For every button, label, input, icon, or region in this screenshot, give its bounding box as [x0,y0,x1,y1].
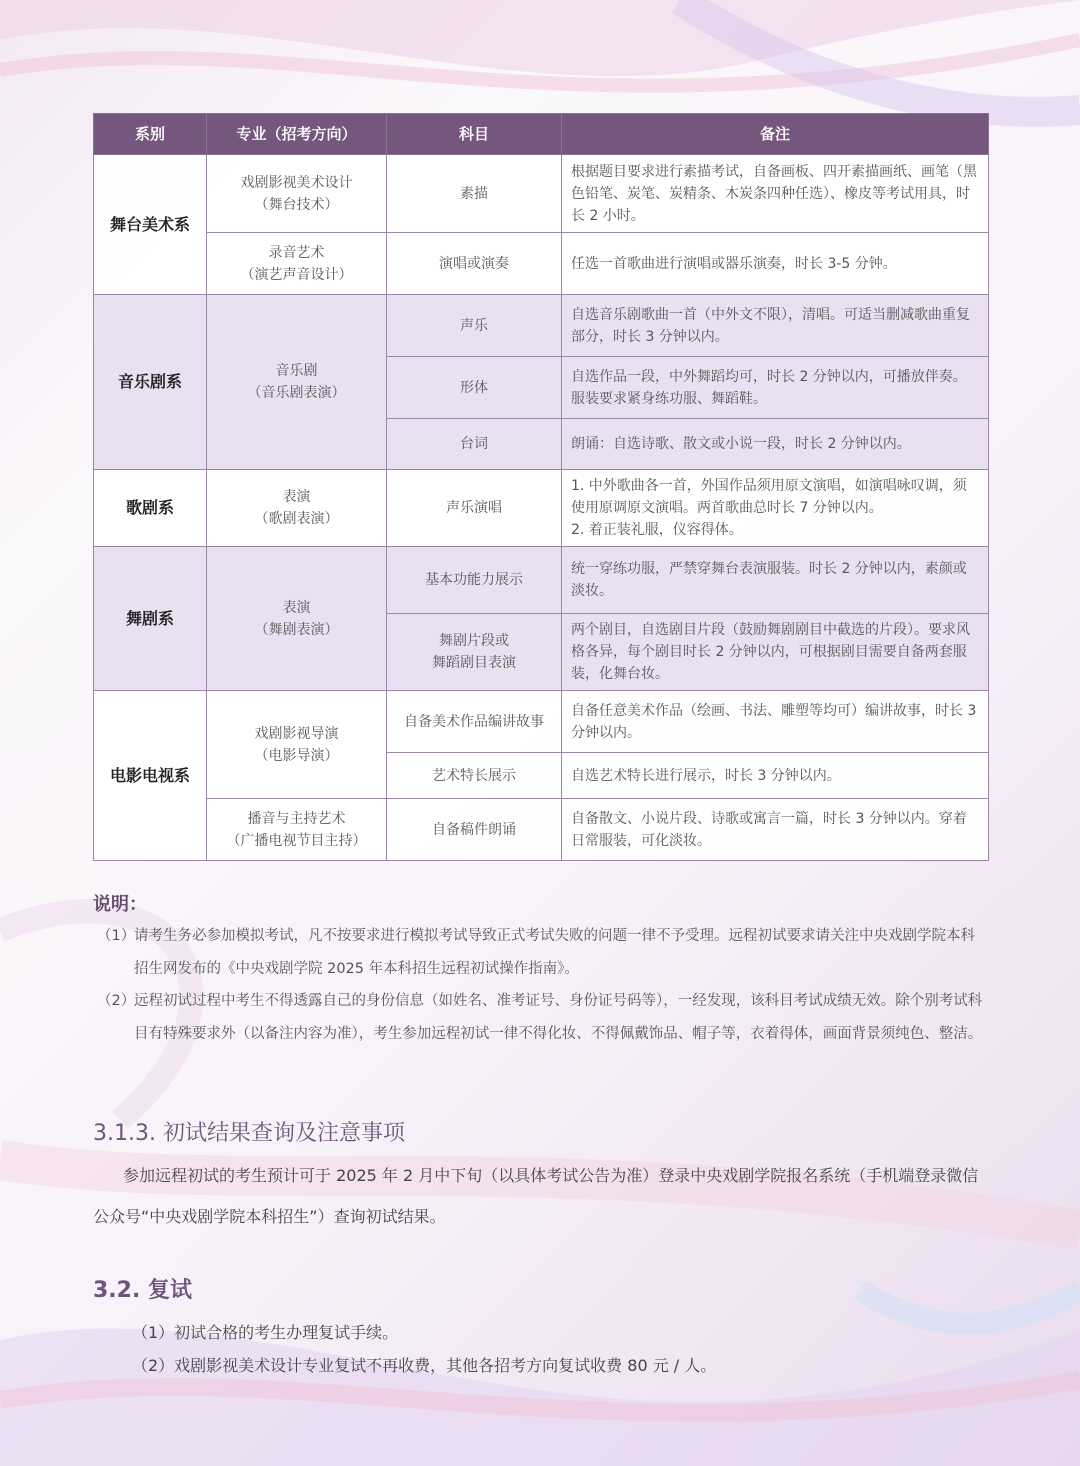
table-row [94,547,989,614]
remark-cell: 自选作品一段，中外舞蹈均可，时长 2 分钟以内，可播放伴奏。服装要求紧身练功服、舞蹈鞋。 [562,357,989,419]
major-cell: 播音与主持艺术 （广播电视节目主持） [207,799,387,861]
note-number: （1） [97,928,136,944]
table-row [94,295,989,357]
department-cell: 舞台美术系 [94,155,207,295]
remark-cell: 两个剧目，自选剧目片段（鼓励舞剧剧目中截选的片段）。要求风格各异，每个剧目时长 2 分钟以内，可根据剧目需要自备两套服装，化舞台妆。 [562,614,989,691]
subject-cell: 舞剧片段或 舞蹈剧目表演 [387,614,562,691]
exam-subjects-table [93,113,989,861]
subject-cell: 自备稿件朗诵 [387,799,562,861]
remark-cell: 朗诵：自选诗歌、散文或小说一段，时长 2 分钟以内。 [562,419,989,470]
subject-cell: 台词 [387,419,562,470]
table-row [94,691,989,753]
subject-cell: 基本功能力展示 [387,547,562,614]
department-cell: 歌剧系 [94,470,207,547]
note-number: （2） [97,993,136,1009]
table-header-row [94,114,989,155]
subject-cell: 艺术特长展示 [387,753,562,799]
remark-cell: 自备散文、小说片段、诗歌或寓言一篇，时长 3 分钟以内。穿着日常服装，可化淡妆。 [562,799,989,861]
header-subject: 科目 [387,114,562,155]
section-body-3-1-3: 参加远程初试的考生预计可于 2025 年 2 月中下旬（以具体考试公告为准）登录中央戏剧学院报名系统（手机端登录微信公众号“中央戏剧学院本科招生”）查询初试结果。 [93,1166,979,1226]
note-text: 请考生务必参加模拟考试，凡不按要求进行模拟考试导致正式考试失败的问题一律不予受理。远程初试要求请关注中央戏剧学院本科招生网发布的《中央戏剧学院 2025 年本科招生远程初试操作指南》。 [134,928,975,977]
header-department: 系别 [94,114,207,155]
table-row [94,470,989,547]
notes-title: 说明： [93,894,147,915]
retest-item-1: （1）初试合格的考生办理复试手续。 [132,1323,399,1342]
major-cell: 戏剧影视导演 （电影导演） [207,691,387,799]
remark-cell: 统一穿练功服，严禁穿舞台表演服装。时长 2 分钟以内，素颜或淡妆。 [562,547,989,614]
remark-cell: 自备任意美术作品（绘画、书法、雕塑等均可）编讲故事，时长 3 分钟以内。 [562,691,989,753]
major-cell: 表演 （歌剧表演） [207,470,387,547]
note-item-1 [97,920,989,986]
remark-cell: 自选音乐剧歌曲一首（中外文不限），清唱。可适当删减歌曲重复部分，时长 3 分钟以内。 [562,295,989,357]
subject-cell: 声乐演唱 [387,470,562,547]
department-cell: 舞剧系 [94,547,207,691]
subject-cell: 声乐 [387,295,562,357]
subject-cell: 形体 [387,357,562,419]
note-text: 远程初试过程中考生不得透露自己的身份信息（如姓名、准考证号、身份证号码等），一经发现，该科目考试成绩无效。除个别考试科目有特殊要求外（以备注内容为准），考生参加远程初试一律不得化妆、不得佩戴饰品、帽子等，衣着得体，画面背景须纯色、整洁。 [134,993,983,1042]
remark-cell: 自选艺术特长进行展示，时长 3 分钟以内。 [562,753,989,799]
table-row [94,155,989,233]
major-cell: 戏剧影视美术设计 （舞台技术） [207,155,387,233]
remark-cell: 根据题目要求进行素描考试，自备画板、四开素描画纸、画笔（黑色铅笔、炭笔、炭精条、木炭条四种任选）、橡皮等考试用具，时长 2 小时。 [562,155,989,233]
table-row [94,799,989,861]
section-heading-3-1-3: 3.1.3. 初试结果查询及注意事项 [93,1121,405,1146]
subject-cell: 素描 [387,155,562,233]
major-cell: 音乐剧 （音乐剧表演） [207,295,387,470]
subject-cell: 演唱或演奏 [387,233,562,295]
major-cell: 录音艺术 （演艺声音设计） [207,233,387,295]
table-row [94,233,989,295]
remark-cell: 1. 中外歌曲各一首，外国作品须用原文演唱，如演唱咏叹调，须使用原调原文演唱。两首歌曲总时长 7 分钟以内。 2. 着正装礼服，仪容得体。 [562,470,989,547]
section-heading-3-2: 3.2. 复试 [93,1278,192,1303]
major-cell: 表演 （舞剧表演） [207,547,387,691]
header-remarks: 备注 [562,114,989,155]
header-major: 专业（招考方向） [207,114,387,155]
subject-cell: 自备美术作品编讲故事 [387,691,562,753]
note-item-2 [97,985,989,1051]
remark-cell: 任选一首歌曲进行演唱或器乐演奏，时长 3-5 分钟。 [562,233,989,295]
department-cell: 电影电视系 [94,691,207,861]
department-cell: 音乐剧系 [94,295,207,470]
retest-item-2: （2）戏剧影视美术设计专业复试不再收费，其他各招考方向复试收费 80 元 / 人。 [132,1356,717,1375]
